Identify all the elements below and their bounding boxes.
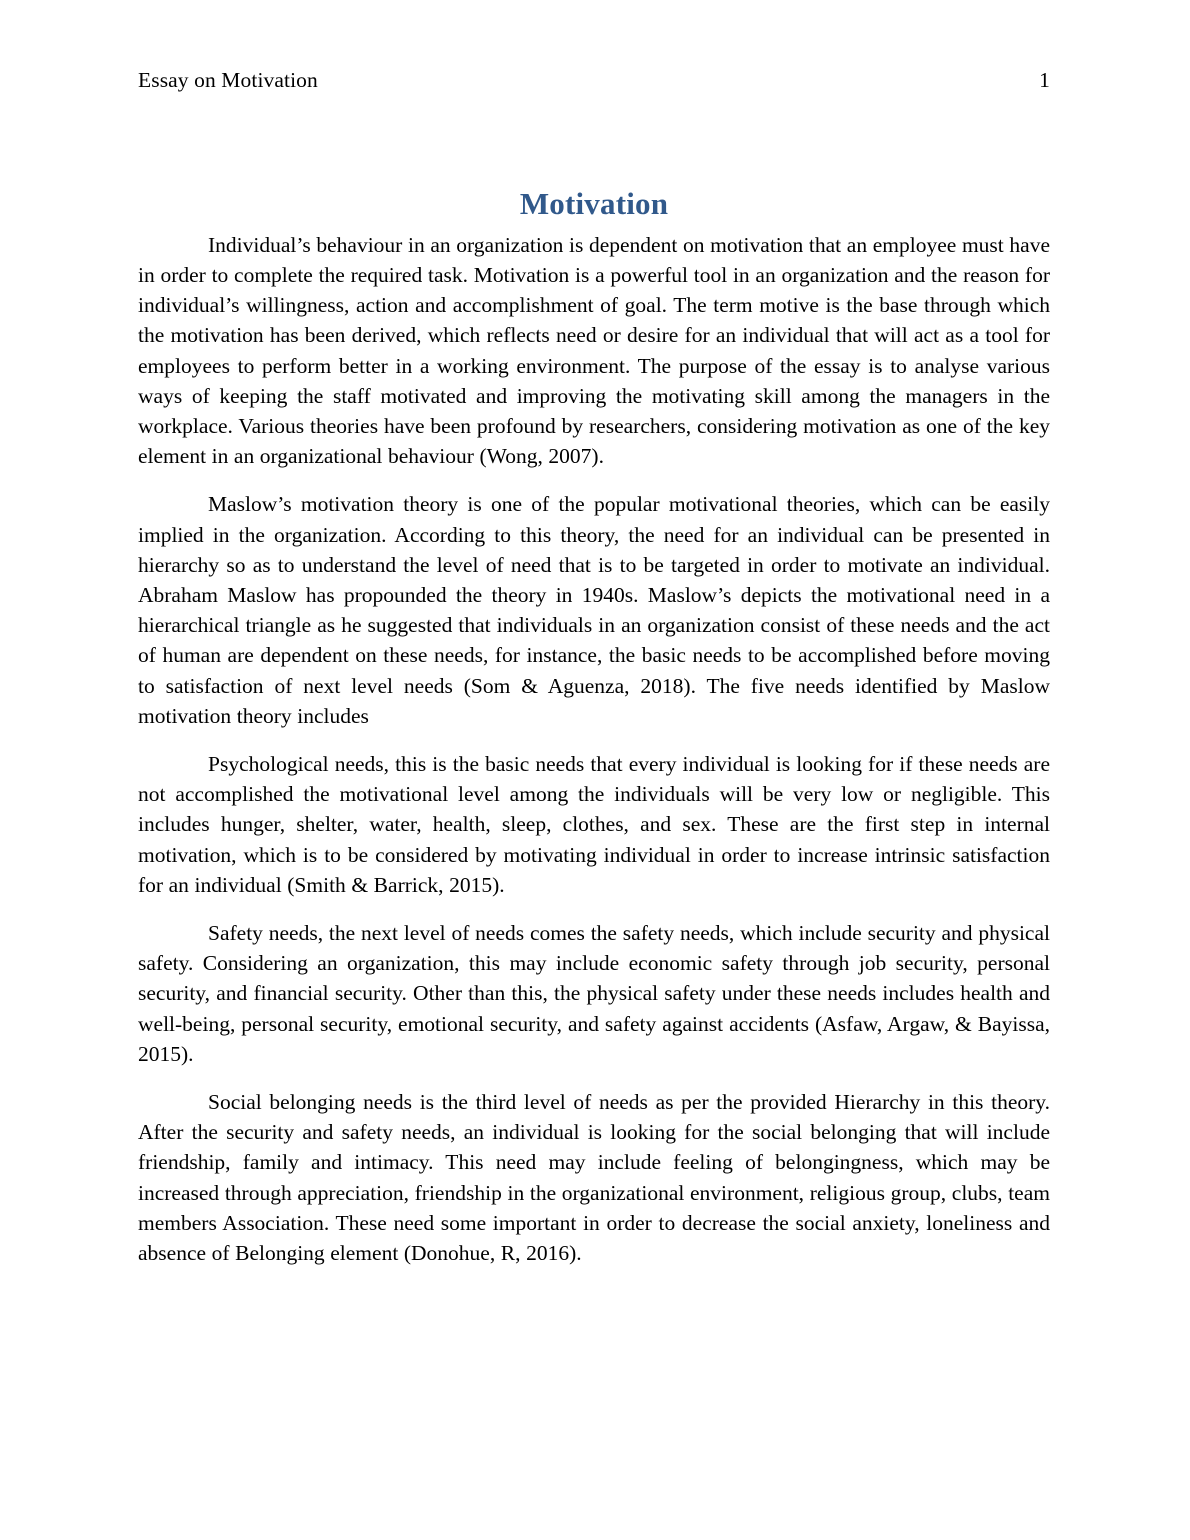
paragraph-social-belonging-needs: Social belonging needs is the third level of needs as per the provided Hierarchy in this theory. After the security and safety needs, an individual is looking for the social belonging that will include friendship, family and intimacy. This need may include feeling of belongingness, which may be increased through appreciation, friendship in the organizational environment, religious group, clubs, team members Association. These need some important in order to decrease the social anxiety, loneliness and absence of Belonging element (Donohue, R, 2016). bbox=[138, 1090, 1050, 1266]
document-body bbox=[138, 185, 1050, 1268]
paragraph-psychological-needs: Psychological needs, this is the basic needs that every individual is looking for if these needs are not accomplished the motivational level among the individuals will be very low or negligible. This includes hunger, shelter, water, health, sleep, clothes, and sex. These are the first step in internal motivation, which is to be considered by motivating individual in order to increase intrinsic satisfaction for an individual (Smith & Barrick, 2015). bbox=[138, 752, 1050, 897]
running-header bbox=[138, 68, 1050, 94]
header-page-number: 1 bbox=[1039, 68, 1050, 92]
paragraph-safety-needs: Safety needs, the next level of needs comes the safety needs, which include security and physical safety. Considering an organization, this may include economic safety through job security, personal security, and financial security. Other than this, the physical safety under these needs includes health and well-being, personal security, emotional security, and safety against accidents (Asfaw, Argaw, & Bayissa, 2015). bbox=[138, 921, 1050, 1066]
paragraph-maslow-theory: Maslow’s motivation theory is one of the popular motivational theories, which can be easily implied in the organization. According to this theory, the need for an individual can be presented in hierarchy so as to understand the level of need that is to be targeted in order to motivate an individual. Abraham Maslow has propounded the theory in 1940s. Maslow’s depicts the motivational need in a hierarchical triangle as he suggested that individuals in an organization consist of these needs and the act of human are dependent on these needs, for instance, the basic needs to be accomplished before moving to satisfaction of next level needs (Som & Aguenza, 2018). The five needs identified by Maslow motivation theory includes bbox=[138, 492, 1050, 728]
paragraph-intro: Individual’s behaviour in an organization is dependent on motivation that an employee must have in order to complete the required task. Motivation is a powerful tool in an organization and the reason for individual’s willingness, action and accomplishment of goal. The term motive is the base through which the motivation has been derived, which reflects need or desire for an individual that will act as a tool for employees to perform better in a working environment. The purpose of the essay is to analyse various ways of keeping the staff motivated and improving the motivating skill among the managers in the workplace. Various theories have been profound by researchers, considering motivation as one of the key element in an organizational behaviour (Wong, 2007). bbox=[138, 232, 1050, 469]
header-title: Essay on Motivation bbox=[138, 68, 318, 92]
page-title: Motivation bbox=[519, 186, 669, 221]
